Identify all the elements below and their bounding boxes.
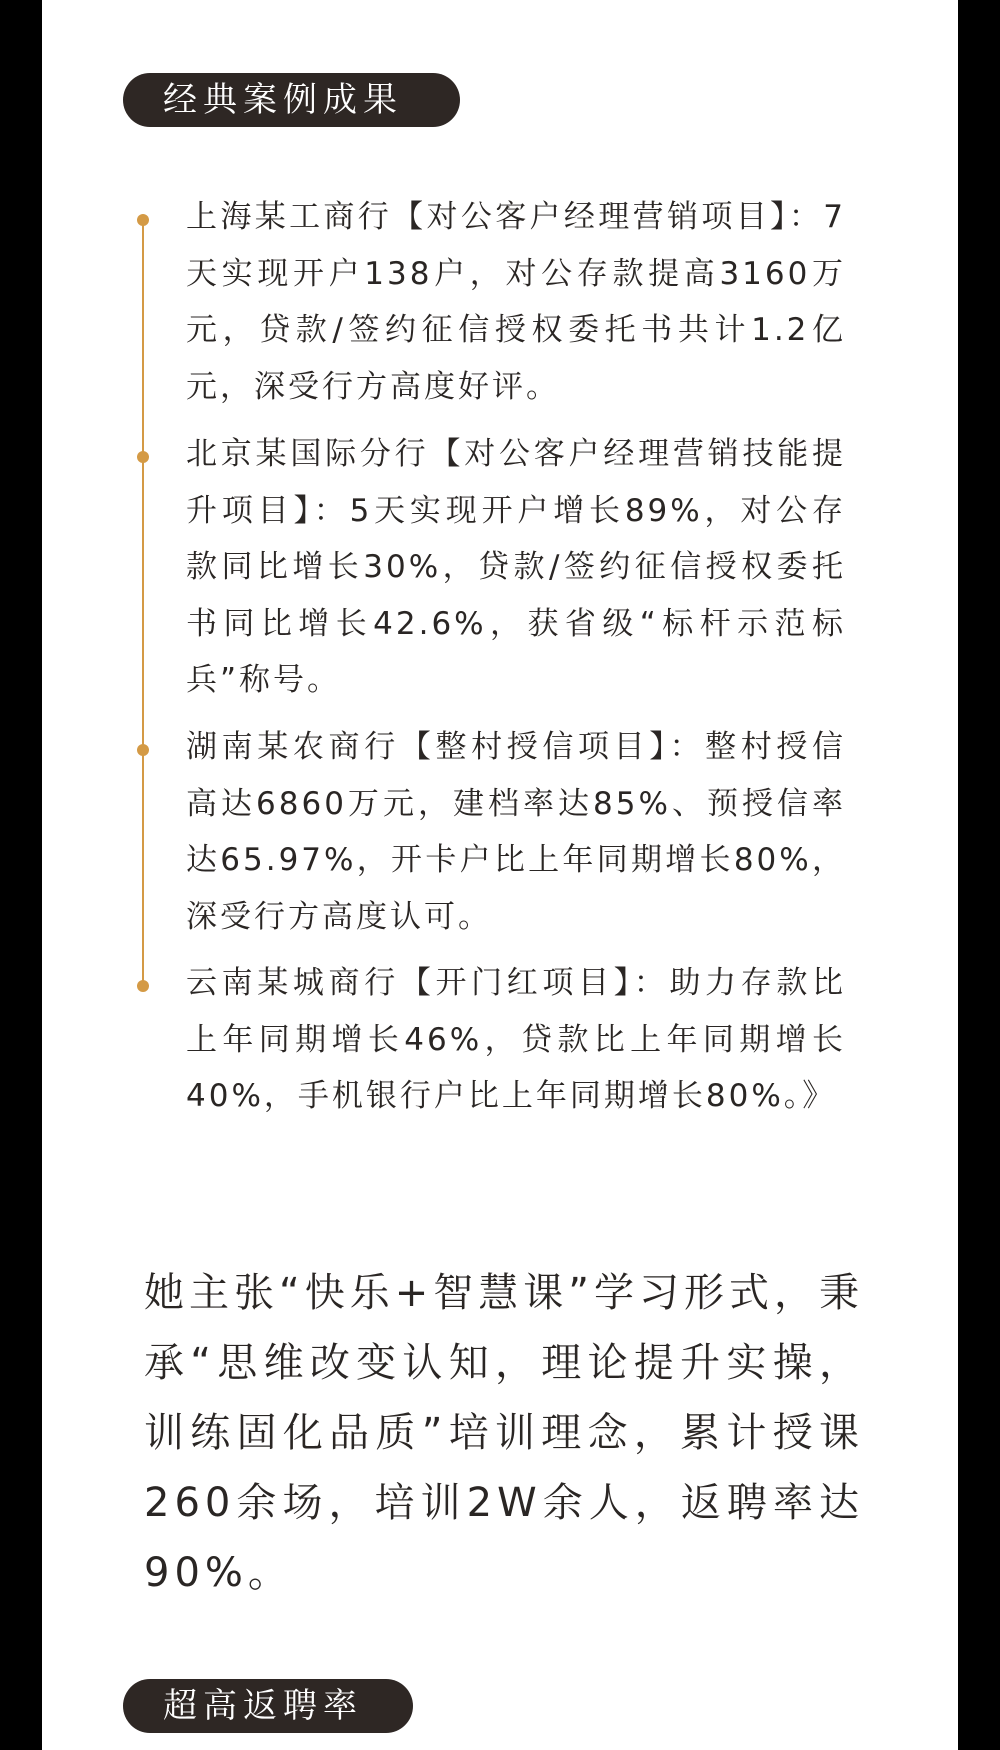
timeline-dot-1 bbox=[137, 214, 149, 226]
case-item-hunan: 湖南某农商行【整村授信项目】：整村授信高达6860万元，建档率达85%、预授信率达65.97%，开卡户比上年同期增长80%，深受行方高度认可。 bbox=[186, 729, 846, 935]
section-heading-rehire-label: 超高返聘率 bbox=[163, 1686, 363, 1726]
summary-paragraph: 她主张“快乐+智慧课”学习形式，秉承“思维改变认知，理论提升实操，训练固化品质”培训理念，累计授课260余场，培训2W余人，返聘率达90%。 bbox=[144, 1270, 864, 1596]
section-heading-cases bbox=[123, 73, 460, 127]
timeline-line bbox=[142, 220, 144, 984]
timeline-dot-3 bbox=[137, 744, 149, 756]
timeline-dot-4 bbox=[137, 980, 149, 992]
timeline-dot-2 bbox=[137, 451, 149, 463]
section-heading-cases-label: 经典案例成果 bbox=[163, 80, 403, 120]
case-item-shanghai: 上海某工商行【对公客户经理营销项目】：7天实现开户138户，对公存款提高3160万元，贷款/签约征信授权委托书共计1.2亿元，深受行方高度好评。 bbox=[186, 199, 846, 405]
article-page bbox=[42, 0, 958, 1750]
section-heading-rehire bbox=[123, 1679, 413, 1733]
case-item-yunnan: 云南某城商行【开门红项目】：助力存款比上年同期增长46%，贷款比上年同期增长40%，手机银行户比上年同期增长80%。》 bbox=[186, 965, 846, 1114]
case-item-beijing: 北京某国际分行【对公客户经理营销技能提升项目】：5天实现开户增长89%，对公存款同比增长30%，贷款/签约征信授权委托书同比增长42.6%，获省级“标杆示范标兵”称号。 bbox=[186, 436, 846, 698]
